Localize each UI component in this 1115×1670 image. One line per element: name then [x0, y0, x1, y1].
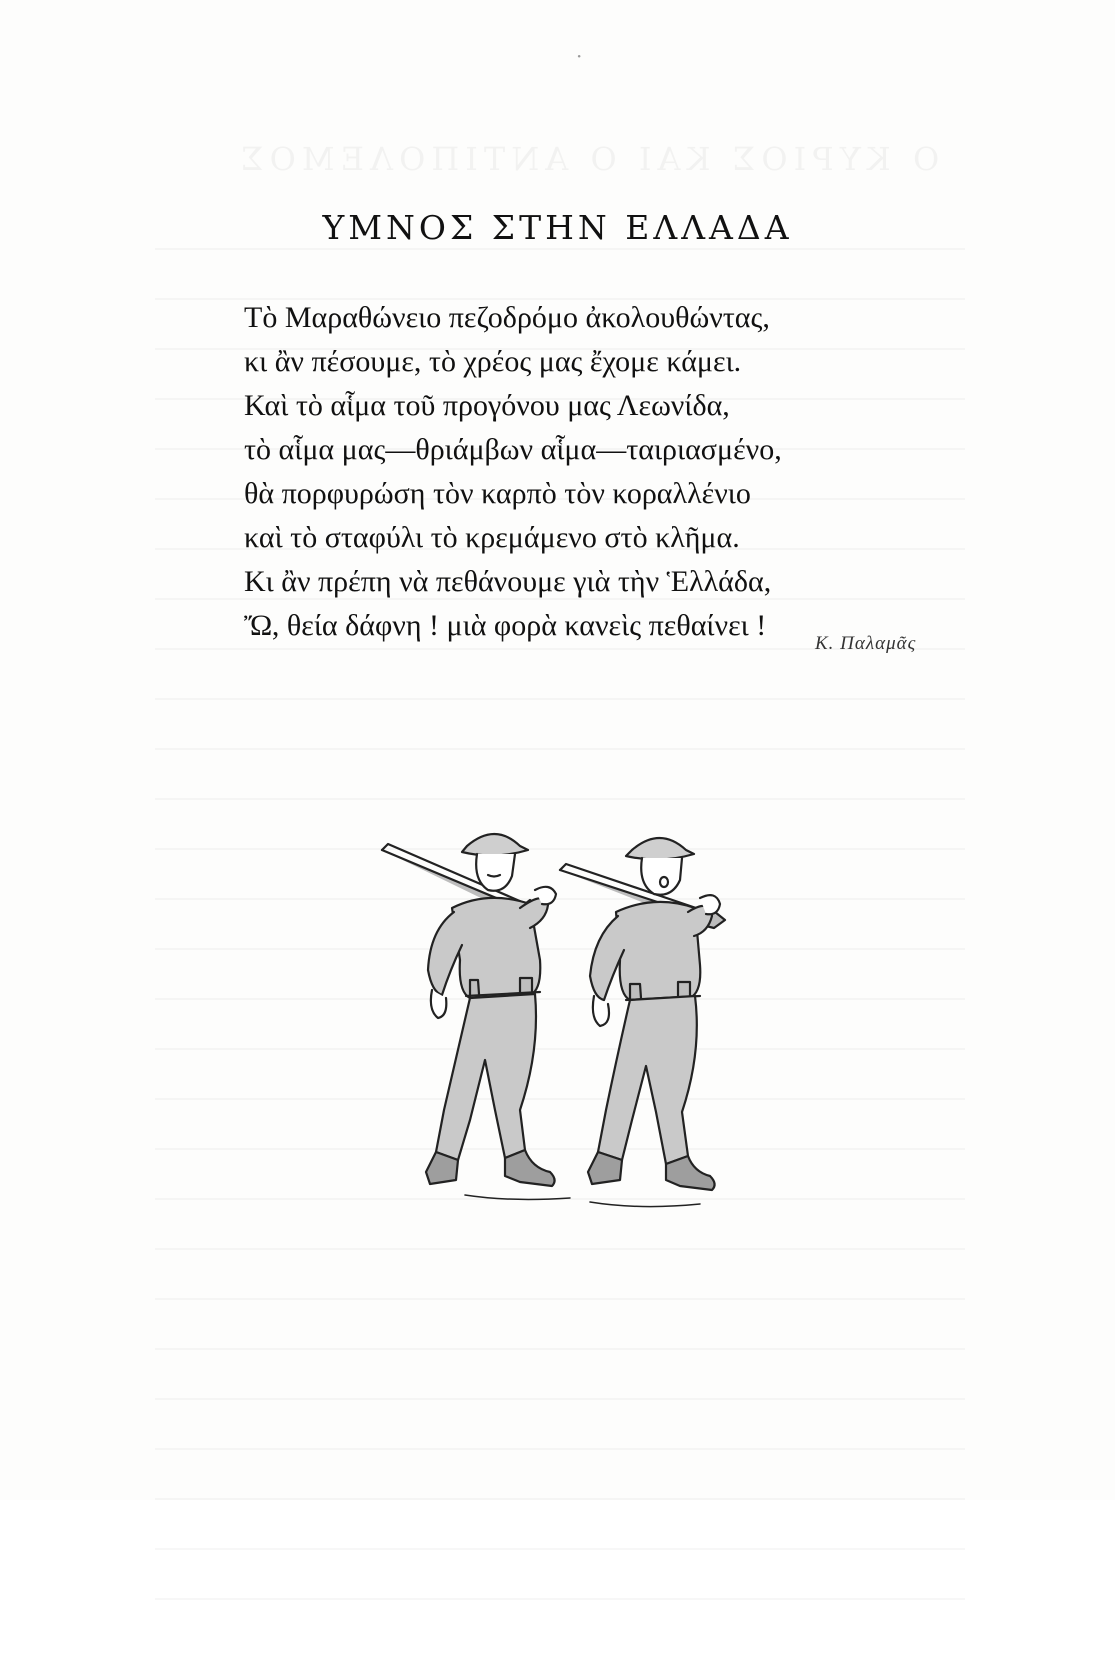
- poem-body: [244, 296, 782, 648]
- poem-line: θὰ πορφυρώση τὸν καρπὸ τὸν κοραλλένιο: [244, 477, 751, 510]
- soldiers-illustration: [370, 820, 800, 1240]
- soldier-left: [382, 834, 556, 1186]
- bleed-through-title: [235, 140, 939, 178]
- poem-line: τὸ αἷμα μας—θριάμβων αἷμα—ταιριασμένο,: [244, 433, 782, 466]
- poem-line: Τὸ Μαραθώνειο πεζοδρόμο ἀκολουθώντας,: [244, 301, 770, 334]
- poem-title: ΥΜΝΟΣ ΣΤΗΝ ΕΛΛΑΔΑ: [322, 208, 793, 247]
- poem-line: Ὤ, θεία δάφνη ! μιὰ φορὰ κανεὶς πεθαίνει !: [244, 609, 767, 642]
- soldier-right: [560, 838, 725, 1190]
- poem-line: Κι ἂν πρέπη νὰ πεθάνουμε γιὰ τὴν Ἑλλάδα,: [244, 565, 772, 598]
- poem-line: Καὶ τὸ αἷμα τοῦ προγόνου μας Λεωνίδα,: [244, 389, 730, 422]
- poem-author: Κ. Παλαμᾶς: [815, 633, 917, 654]
- poem-line: κι ἂν πέσουμε, τὸ χρέος μας ἔχομε κάμει.: [244, 345, 742, 378]
- page-mark: ·: [576, 44, 583, 68]
- poem-line: καὶ τὸ σταφύλι τὸ κρεμάμενο στὸ κλῆμα.: [244, 521, 740, 554]
